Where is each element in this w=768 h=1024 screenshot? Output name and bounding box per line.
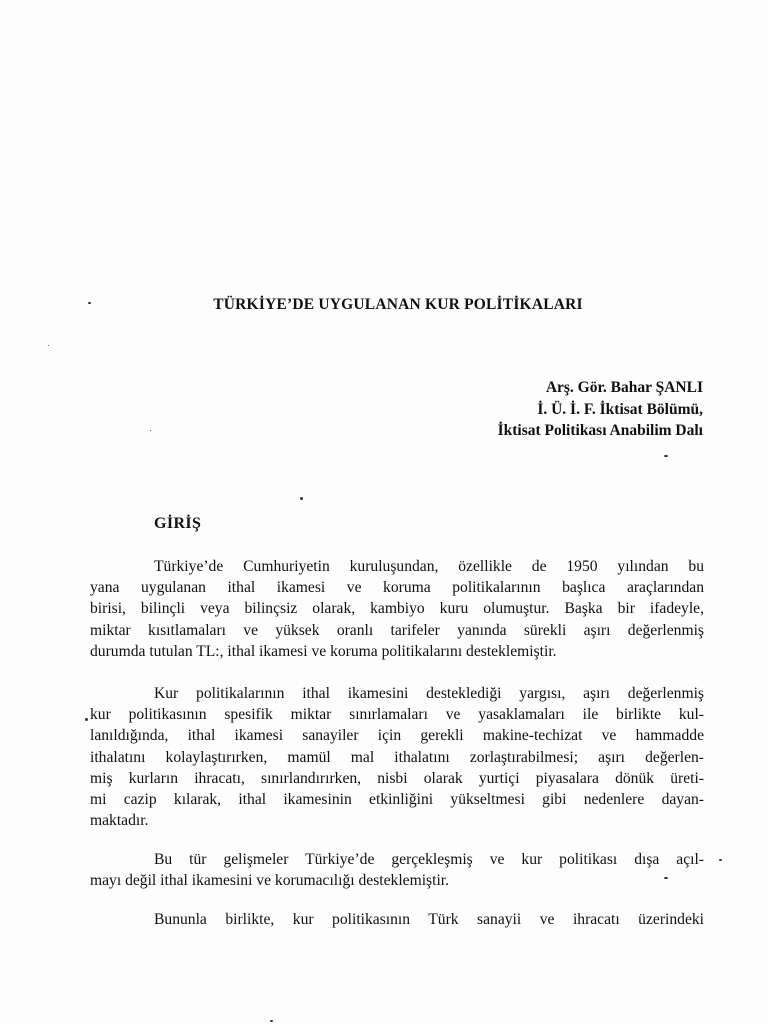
- paragraph-2: [90, 683, 704, 831]
- paragraph-1: [90, 556, 704, 662]
- paragraph-3: [90, 849, 704, 891]
- author-name: Arş. Gör. Bahar ŞANLI: [545, 379, 703, 396]
- text-line: birisi, bilinçli veya bilinçsiz olarak, kambiyo kuru olumuştur. Başka bir ifadeyle,: [90, 600, 704, 618]
- text-line: miktar kısıtlamaları ve yüksek oranlı tarifeler yanında sürekli aşırı değerlenmiş: [90, 621, 704, 639]
- text-line: mayı değil ithal ikamesini ve korumacılığı desteklemiştir.: [90, 872, 450, 890]
- author-block: [498, 377, 703, 442]
- scan-speck: [664, 877, 668, 879]
- page-title: TÜRKİYE’DE UYGULANAN KUR POLİTİKALARI: [213, 296, 583, 313]
- author-affiliation-department: İ. Ü. İ. F. İktisat Bölümü,: [537, 400, 703, 418]
- paragraph-4: [90, 909, 704, 930]
- text-line: kur politikasının spesifik miktar sınırlamaları ve yasaklamaları ile birlikte kul-: [90, 706, 704, 724]
- text-line: durumda tutulan TL:, ithal ikamesi ve koruma politikalarını desteklemiştir.: [90, 642, 557, 660]
- scan-speck: [85, 718, 88, 721]
- text-line: yana uygulanan ithal ikamesi ve koruma politikalarının başlıca araçlarından: [90, 579, 704, 597]
- text-line: Bununla birlikte, kur politikasının Türk sanayii ve ihracatı üzerindeki: [154, 911, 704, 928]
- text-line: Kur politikalarının ithal ikamesini desteklediği yargısı, aşırı değerlenmiş: [154, 685, 704, 702]
- scan-speck: [270, 1020, 273, 1022]
- text-line: maktadır.: [90, 812, 149, 830]
- text-line: Bu tür gelişmeler Türkiye’de gerçekleşmiş ve kur politikası dışa açıl-: [154, 851, 704, 868]
- text-line: miş kurların ihracatı, sınırlandırırken, nisbi olarak yurtiçi piyasalara dönük üreti-: [90, 769, 704, 787]
- author-affiliation-division: İktisat Politikası Anabilim Dalı: [497, 422, 703, 439]
- text-line: Türkiye’de Cumhuriyetin kuruluşundan, özellikle de 1950 yılından bu: [154, 558, 704, 575]
- scan-speck: [88, 302, 91, 304]
- scan-speck: [48, 345, 49, 346]
- text-line: ithalatını kolaylaştırırken, mamül mal ithalatını zorlaştırabilmesi; aşırı değerlen-: [90, 748, 704, 766]
- scan-speck: [150, 430, 151, 431]
- section-heading: GİRİŞ: [154, 515, 202, 532]
- scan-speck: [300, 497, 303, 500]
- text-line: lanıldığında, ithal ikamesi sanayiler için gerekli makine-techizat ve hammadde: [90, 727, 704, 745]
- scan-speck: [719, 859, 722, 861]
- text-line: mi cazip kılarak, ithal ikamesinin etkinliğini yükseltmesi gibi nedenlere dayan-: [90, 791, 704, 809]
- scan-speck: [664, 455, 668, 457]
